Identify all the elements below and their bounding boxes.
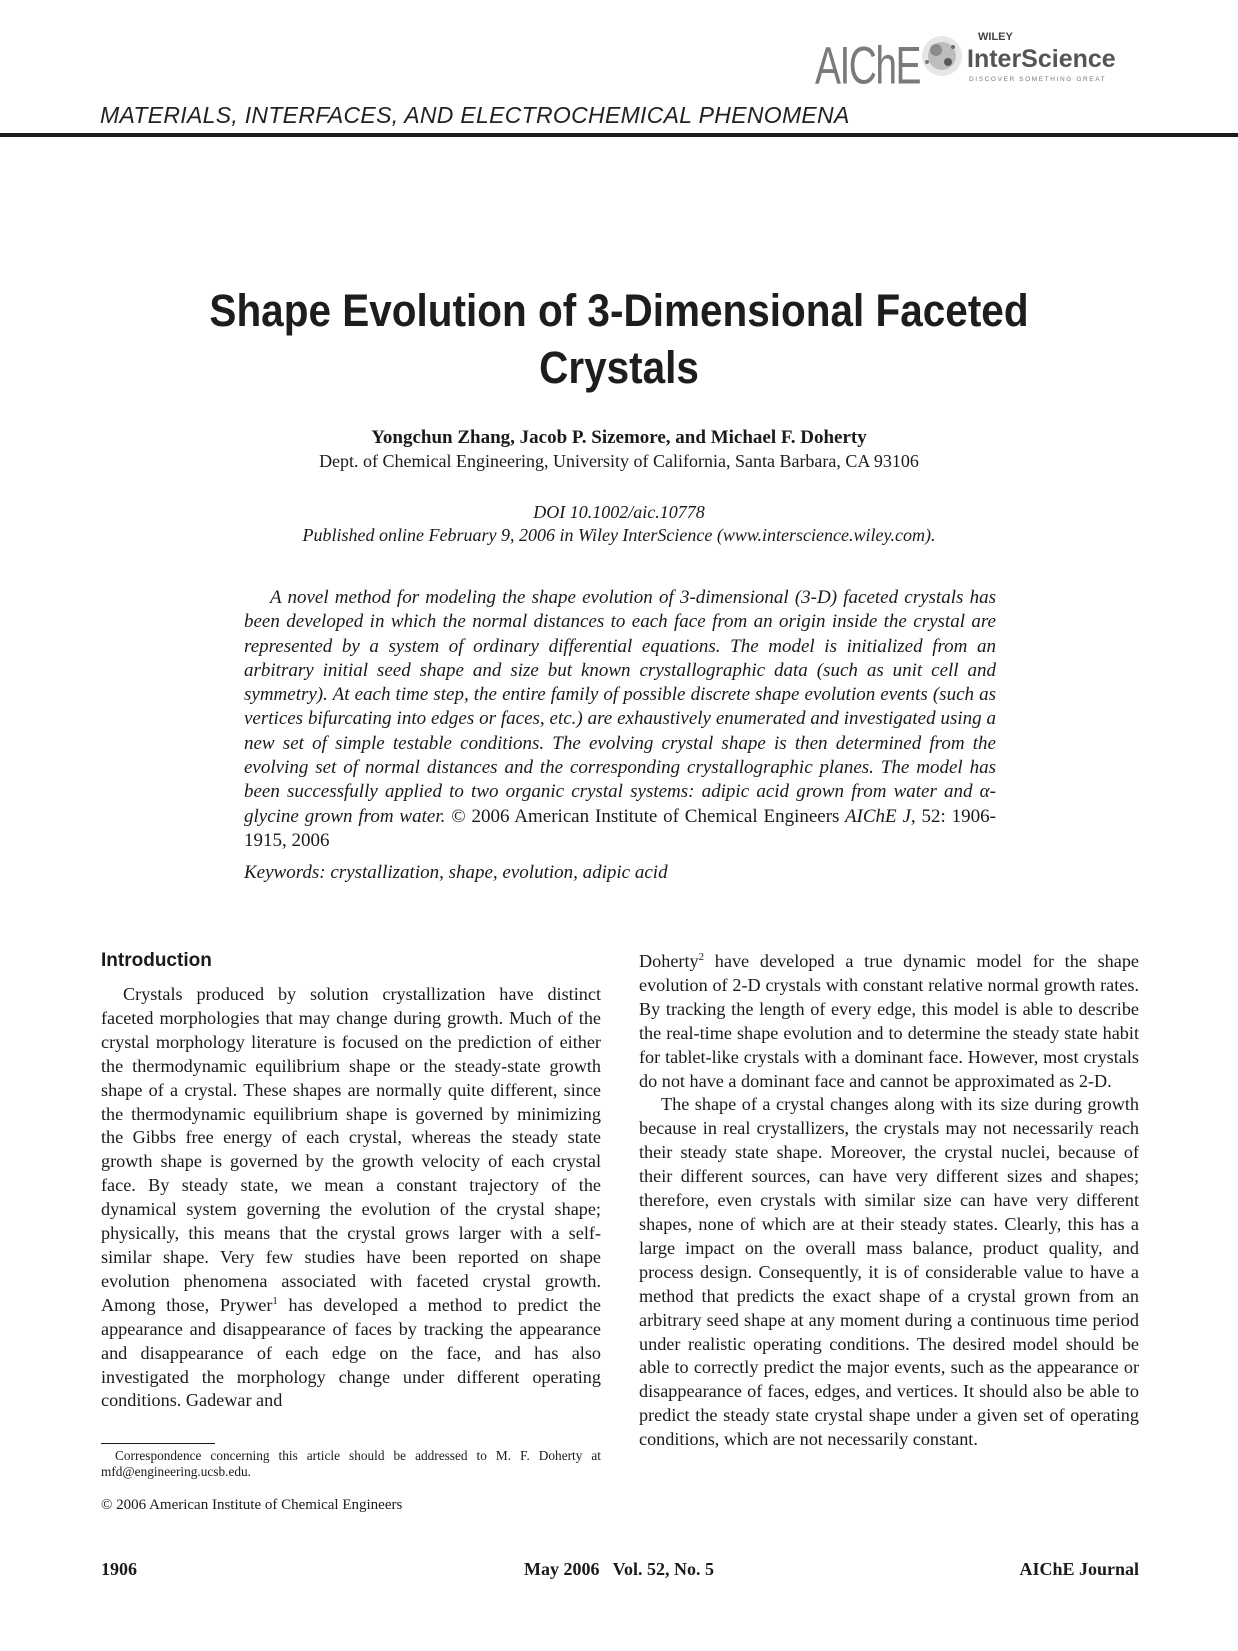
abstract xyxy=(244,586,996,853)
footnote-rule xyxy=(101,1443,215,1444)
reference-marker[interactable]: 2 xyxy=(698,950,705,963)
paragraph-text: Crystals produced by solution crystallization have distinct faceted morphologies that may change during growth. Much of the crystal morphology literature is focused on the prediction of either the thermodynamic equilibrium shape or the steady-state growth shape of a crystal. These shapes are normally quite different, since the thermodynamic equilibrium shape is governed by minimizing the Gibbs free energy of each crystal, whereas the steady state growth shape is governed by the growth velocity of each crystal face. By steady state, we mean a constant trajectory of the dynamical system governing the evolution of the crystal shape; physically, this means that the crystal grows larger with a self-similar shape. Very few studies have been reported on shape evolution phenomena associated with faceted crystal growth. Among those, Prywer xyxy=(101,984,601,1315)
copyright-notice: © 2006 American Institute of Chemical Engineers xyxy=(101,1497,403,1513)
publisher-logo xyxy=(815,26,1145,90)
right-column xyxy=(639,950,1139,1452)
author-list: Yongchun Zhang, Jacob P. Sizemore, and Michael F. Doherty xyxy=(371,427,867,448)
paragraph-text: Doherty xyxy=(639,951,699,971)
reference-marker[interactable]: 1 xyxy=(272,1294,278,1307)
abstract-citation: 52: 1906-1915, 2006 xyxy=(244,805,996,851)
interscience-globe-icon xyxy=(922,36,962,76)
correspondence-footnote: Correspondence concerning this article should be addressed to M. F. Doherty at mfd@engineering.ucsb.edu. xyxy=(101,1448,601,1479)
doi: DOI 10.1002/aic.10778 xyxy=(533,502,705,522)
left-column xyxy=(101,983,601,1413)
page-number: 1906 xyxy=(101,1559,137,1579)
interscience-text: InterScience xyxy=(967,45,1116,73)
keywords: Keywords: crystallization, shape, evolution, adipic acid xyxy=(244,862,668,883)
paragraph xyxy=(639,950,1139,1093)
wiley-text: WILEY xyxy=(978,31,1013,43)
aiche-logo-text: AIChE xyxy=(815,36,920,90)
abstract-journal: AIChE J, xyxy=(844,805,916,827)
article-title: Shape Evolution of 3-Dimensional Faceted Crystals xyxy=(209,285,1029,393)
header-rule xyxy=(0,133,1238,137)
paragraph xyxy=(101,983,601,1413)
section-heading-introduction: Introduction xyxy=(101,950,212,971)
issue-info: May 2006 Vol. 52, No. 5 xyxy=(523,1559,714,1579)
abstract-copyright: © 2006 American Institute of Chemical Engineers xyxy=(451,805,840,827)
published-note: Published online February 9, 2006 in Wiley InterScience (www.interscience.wiley.com). xyxy=(302,525,936,545)
paragraph: The shape of a crystal changes along with its size during growth because in real crystallizers, the crystals may not necessarily reach their steady state shape. Moreover, the crystal nuclei, because of their different sources, can have very different sizes and shapes; therefore, even crystals with similar size can have very different shapes, none of which are at their steady states. Clearly, this has a large impact on the overall mass balance, product quality, and process design. Consequently, it is of considerable value to have a method that predicts the exact shape of a crystal grown from an arbitrary seed shape at any moment during a continuous time period under realistic operating conditions. The desired model should be able to correctly predict the major events, such as the appearance or disappearance of faces, edges, and vertices. It should also be able to predict the steady state crystal shape under a given set of operating conditions, which are not necessarily constant. xyxy=(639,1094,1139,1450)
paragraph-text: has developed a method to predict the appearance and disappearance of faces by tracking the appearance and disappearance of each edge on the face, and has also investigated the morphology change under different operating conditions. Gadewar and xyxy=(101,1294,601,1411)
paragraph-text: have developed a true dynamic model for the shape evolution of 2-D crystals with constant relative normal growth rates. By tracking the length of every edge, this model is able to describe the real-time shape evolution and to determine the steady state habit for tablet-like crystals with a dominant face. However, most crystals do not have a dominant face and cannot be approximated as 2-D. xyxy=(639,951,1139,1091)
interscience-tagline: DISCOVER SOMETHING GREAT xyxy=(969,76,1107,83)
affiliation: Dept. of Chemical Engineering, University of California, Santa Barbara, CA 93106 xyxy=(319,451,919,471)
abstract-text: A novel method for modeling the shape evolution of 3-dimensional (3-D) faceted crystals has been developed in which the normal distances to each face from an origin inside the crystal are represented by a system of ordinary differential equations. The model is initialized from an arbitrary initial seed shape and size but known crystallographic data (such as unit cell and symmetry). At each time step, the entire family of possible discrete shape evolution events (such as vertices bifurcating into edges or faces, etc.) are exhaustively enumerated and investigated using a new set of simple testable conditions. The evolving crystal shape is then determined from the evolving set of normal distances and the corresponding crystallographic planes. The model has been successfully applied to two organic crystal systems: adipic acid grown from water and α-glycine grown from water. xyxy=(244,587,996,827)
section-title: MATERIALS, INTERFACES, AND ELECTROCHEMICAL PHENOMENA xyxy=(100,102,850,128)
journal-name: AIChE Journal xyxy=(1019,1559,1139,1579)
